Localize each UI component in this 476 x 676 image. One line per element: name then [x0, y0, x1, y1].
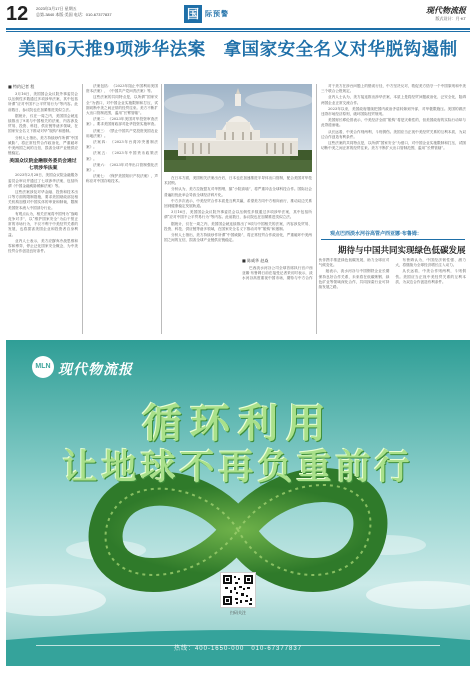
paragraph: 业内人士表示，美方应摒弃冷战思维和零和博弈，停止泛化国家安全概念，为中美经贸合作创造良好条件。	[8, 238, 78, 254]
paragraph: 法案六：《2023年对华出口管制强化法案》。	[86, 162, 158, 173]
ad-brand: 现代物流报	[58, 362, 133, 378]
qr-caption: 扫码关注	[230, 610, 246, 615]
brand-logo-icon: MLN	[32, 356, 54, 378]
page-headline: 美国6天推9项涉华法案 拿国家安全名义对华脱钩遏制	[18, 40, 458, 60]
ad-background	[6, 340, 470, 666]
section-name: 际预警	[205, 10, 229, 18]
header-rule	[6, 28, 470, 30]
paragraph: 法案包括：《2023年阻止中国利用美国资本法案》、《中国共产党问责法案》等。	[86, 84, 158, 94]
paragraph: 3月16日，美国国会众议院外事委员会以压倒性多数通过多项涉华法案，其中包括所谓“应对中国不公平贸易行为”等内容。此前数日，参议院也在加紧推进类似立法。	[164, 210, 312, 220]
viewpoint-label: 观点	[330, 231, 341, 237]
page-number: 12	[6, 3, 29, 25]
paragraph: 这些法案涉及对华金融、投资和技术出口等方面的限制措施，要求美国财政部及相关机构加强对中国实体的审查和制裁，限制美国资本流入中国部分行业。	[8, 190, 78, 210]
paragraph: 法案七：《保护美国知识产权法案》，声称应对中国窃取技术。	[86, 174, 158, 184]
paragraph: 法案二：《2023年美国对华投资审查法案》。要求美国财政部对赴华投资实施审查。	[86, 117, 158, 127]
column-divider	[161, 84, 162, 334]
paragraph: 从长远看，中美合作则两利，斗则俱伤。美国应当正视中美经贸关系的互利本质，为双边合作创造有利条件。	[395, 269, 466, 284]
paragraph: 2023年2月28日，美国众议院金融服务委员会审议并通过了七项涉华法案，包括所谓《中国金融威胁缓解法案》等。	[8, 173, 78, 188]
issue-date: 2023年3月17日 星期五	[36, 6, 77, 11]
paragraph: 据统计，仅在一周之内，美国国会就连续推出了9项与中国相关的法案，内容涉及贸易、投资、科技、供应链等诸多领域，在国家安全名义下推动对华“脱钩”和遏制。	[164, 221, 312, 231]
paragraph: 分析人士指出，美方持续炒作所谓“中国威胁”，将正常经贸合作政治化，严重破坏中美两国之间的互信，损害全球产业链供应链稳定。	[8, 135, 78, 156]
advertisement	[6, 340, 470, 666]
qr-code-icon	[221, 573, 255, 607]
paragraph: 这些法案的共同特点是，以所谓“国家安全”为借口，对中国企业实施限制和打压，试图切断中美之间正常的经贸往来。美方不断扩大出口管制范围，滥用“长臂管辖”。	[86, 95, 158, 116]
article-column-1	[8, 84, 78, 334]
column-divider	[82, 84, 83, 334]
issue-meta	[36, 6, 112, 18]
paragraph: 中方多次表示，中美经贸合作本质是互利共赢，希望美方同中方相向而行，推动双边关系回到健康稳定发展轨道。	[164, 198, 312, 209]
ad-hotline: 热线：400-1650-000 010-67377837	[173, 646, 303, 652]
paragraph: 这些法案的共同特点是，以所谓“国家安全”为借口，对中国企业实施限制和打压，试图切断中美之间正常的经贸往来。美方不断扩大出口管制范围，滥用“长臂管辖”。	[321, 141, 466, 151]
paragraph: 2023年以来，美国政府继续把国内政治矛盾转嫁到外部，对华极限施压。美国的做法违背市场经济原则，破坏国际经贸规则。	[321, 106, 466, 117]
newspaper-logo: 现代物流报	[426, 5, 466, 15]
byline: ■ 特约记者 程	[8, 84, 35, 89]
paragraph: 业内人士认为，美方接连推出涉华法案，本质上是将经贸问题政治化、泛安全化，阻碍两国企业正常交流合作。	[321, 95, 466, 105]
article-column-4	[321, 84, 466, 228]
paragraph: 对于美方在涉台问题上的错误行径，中方坚决反对，敦促美方恪守一个中国原则和中美三个联合公报规定。	[321, 84, 466, 94]
paragraph: 有观点认为，相关法案将中国列为“战略竞争对手”，以“维护国家安全”为由干预正常的市场行为，不仅不利于中美经贸关系的发展，也将损害美国企业和投资者自身利益。	[8, 211, 78, 237]
ad-slogan-line1: 循环利用	[142, 400, 334, 447]
paragraph: 分析人士指出，美方持续炒作所谓“中国威胁”，将正常经贸合作政治化，严重破坏中美两国之间的互信，损害全球产业链供应链稳定。	[164, 233, 312, 243]
paragraph: 法案四：《2023年台湾冲突遏制法案》。	[86, 140, 158, 150]
editor-credit: 版式设计：月·KT	[435, 16, 466, 21]
paragraph: 分析认为，美方拉拢盟友对华围堵，搞“小院高墙”，将严重冲击全球科技合作。国际社会普遍担忧此举会导致全球经济碎片化。	[164, 187, 312, 197]
paragraph: 法案五：《2023年中国货币政策法案》。	[86, 151, 158, 161]
byline: ■ 陈威华 赵焱	[242, 258, 269, 263]
paragraph: 据统计，仅在一周之内，美国国会就连续推出了9项与中国相关的法案，内容涉及贸易、投资、科技、供应链等诸多领域，在国家安全名义下推动对华“脱钩”和遏制。	[8, 113, 78, 134]
viewpoint-rule	[321, 239, 465, 240]
paragraph: 在日本方面，美国相关法案出台后，日本也在加速推进半导体出口管制，配合美国对华技术封锁。	[164, 176, 312, 186]
qr-code[interactable]	[220, 572, 256, 608]
capitol-photo	[164, 84, 312, 172]
paragraph: 美国财长耶伦曾表示，中美经济全面“脱钩”将是灾难性的，但美国政府的实际行动却与此背道而驰。	[321, 118, 466, 128]
subheading: 美国众议院金融服务委员会通过七项涉华法案	[9, 159, 77, 171]
paragraph: 她表示，淡水河谷与中国钢铁企业长期保持良好合作关系，未来将在低碳炼钢、绿色矿业等领域深化合作，共同探索行业可持续发展之路。	[318, 269, 390, 290]
paragraph: 从长远看，中美合作则两利，斗则俱伤。美国应当正视中美经贸关系的互利本质，为双边合作创造有利条件。	[321, 129, 466, 139]
ad-slogan-line2: 让地球不再负重前行	[62, 447, 414, 488]
paragraph: 布鲁姆认为，中国经济韧性强、潜力大，将继续为全球经济增长注入动力。	[395, 258, 466, 268]
section-badge: 国	[184, 5, 202, 23]
paragraph: 3月16日，美国国会众议院外事委员会以压倒性多数通过多项涉华法案，其中包括所谓“应对中国不公平贸易行为”等内容。此前数日，参议院也在加紧推进类似立法。	[8, 92, 78, 112]
issue-contact: 总第-3840 本版·美国 电话：010-67377837	[36, 12, 112, 17]
article-column-2	[86, 84, 158, 334]
masthead	[6, 4, 470, 26]
paragraph: 巴西淡水河谷公司全球首席执行官卢西亚娜·布鲁姆日前在接受记者采访时表示，淡水河谷高度重视中国市场，期待与中方合作伙伴携手推进绿色低碳发展，助力全球应对气候变化。	[242, 258, 390, 281]
viewpoint-kicker: 巴西淡水河谷高管卢西亚娜·布鲁姆：	[340, 231, 422, 237]
capitol-illustration	[164, 84, 312, 172]
viewpoint-article	[242, 258, 466, 334]
viewpoint-title: 期待与中国共同实现绿色低碳发展	[338, 246, 466, 256]
header-rule-thin	[6, 31, 470, 32]
paragraph: 法案三：《禁止中国共产党投资美国农业用地法案》。	[86, 128, 158, 138]
